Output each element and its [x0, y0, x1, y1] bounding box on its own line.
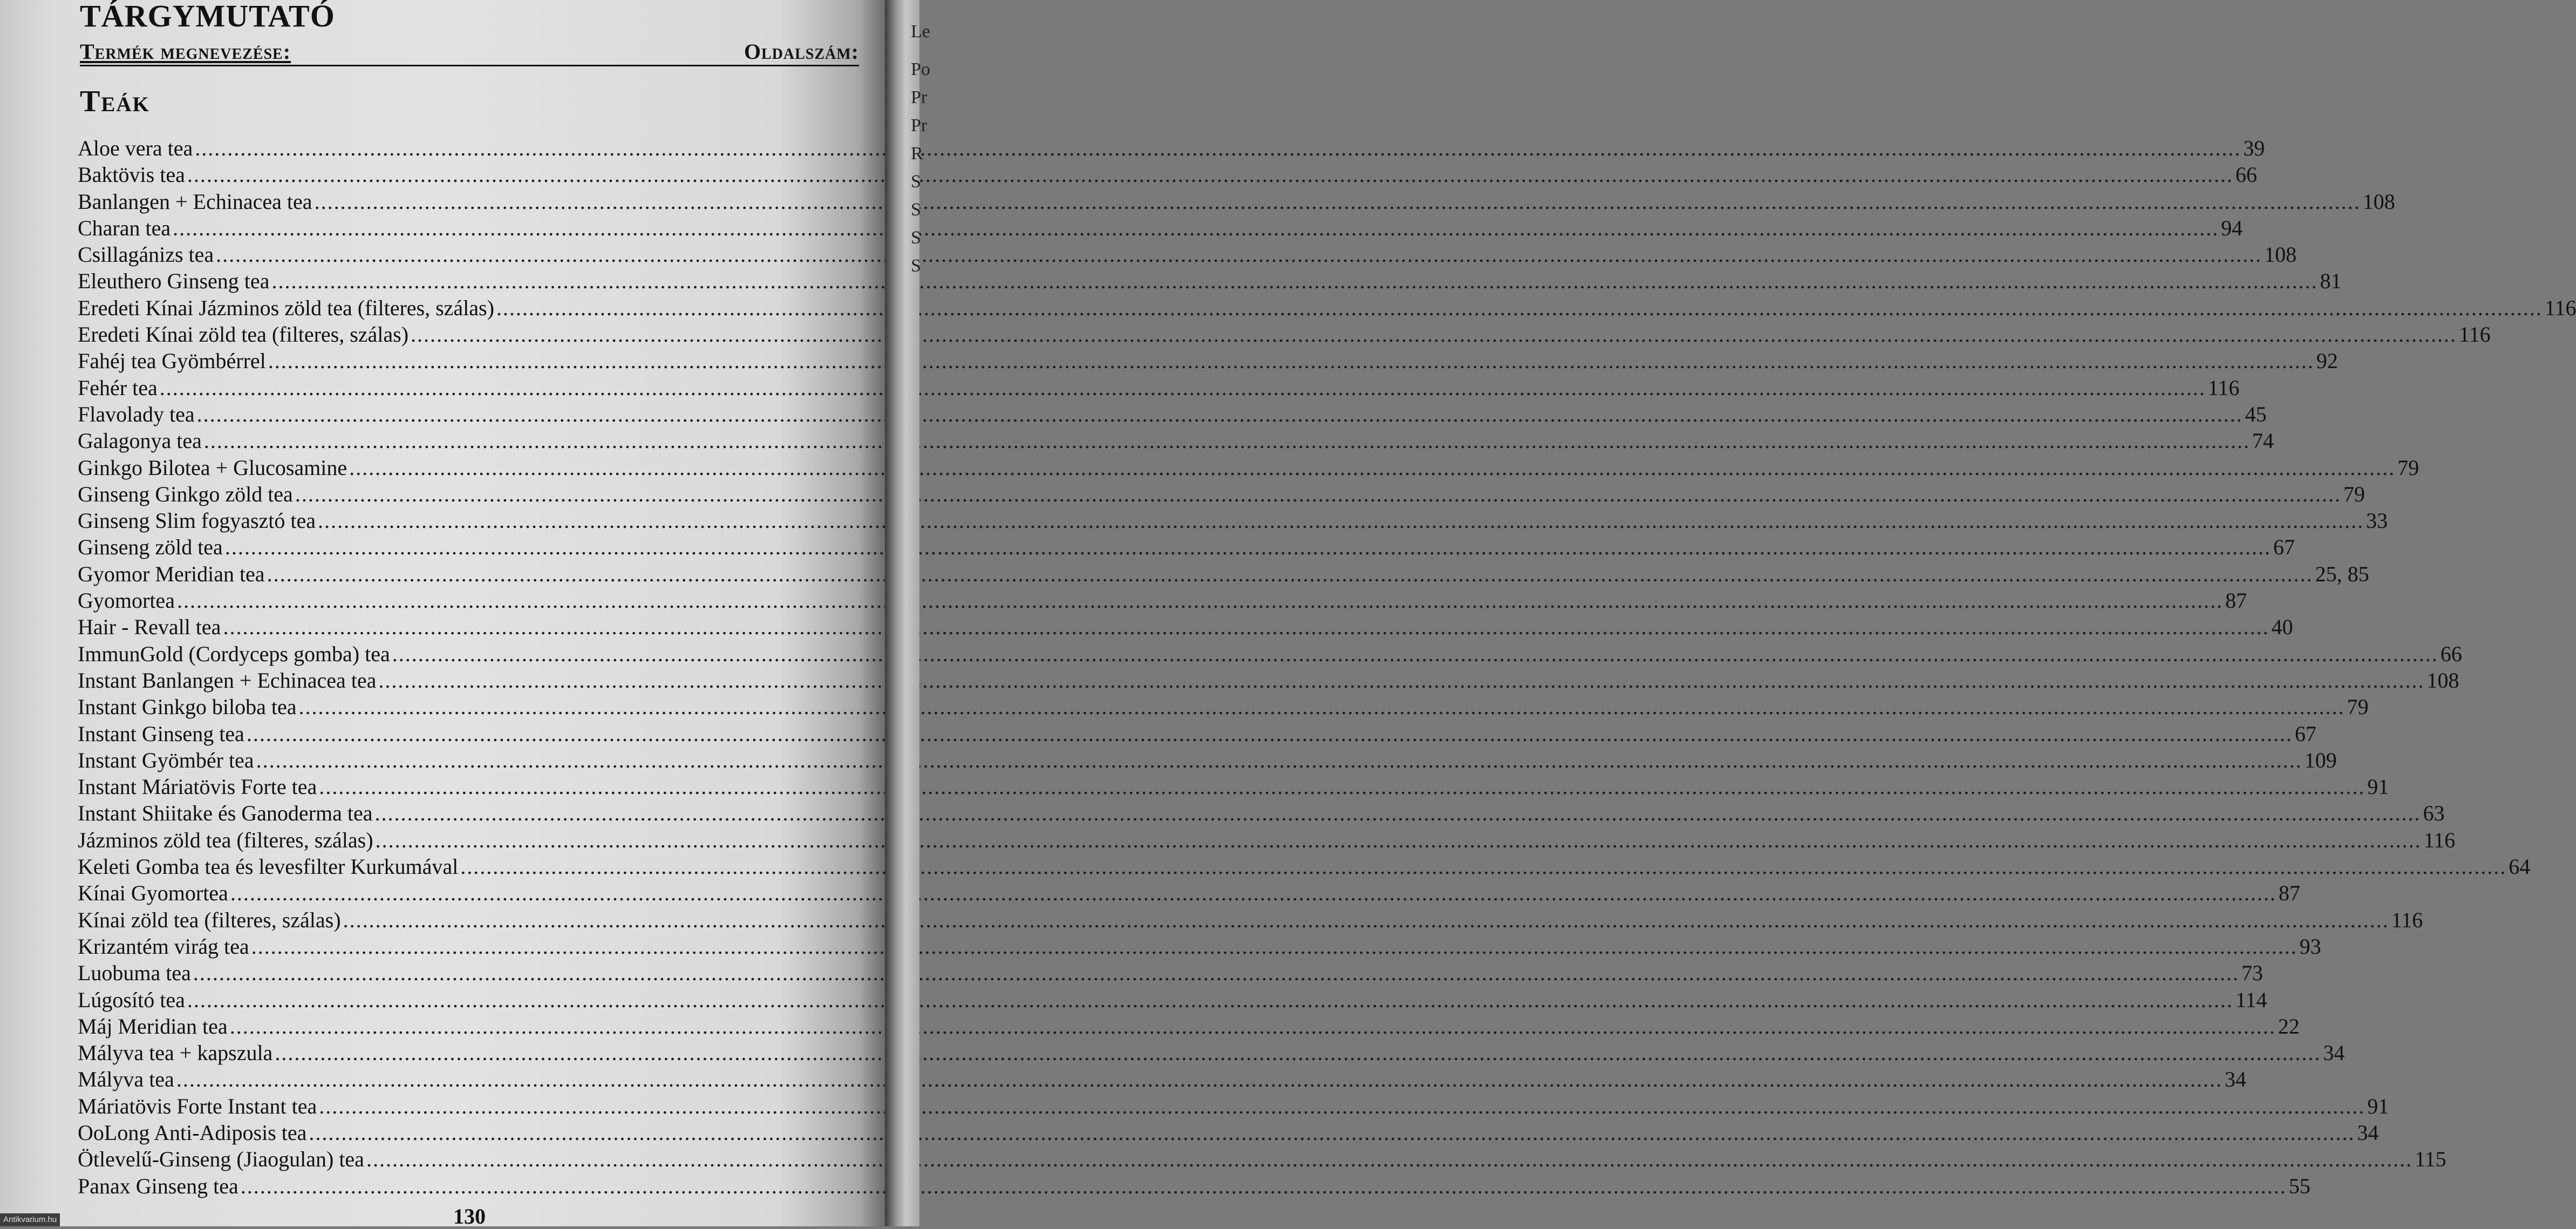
column-header-row — [80, 39, 859, 66]
dot-leader — [173, 215, 2219, 241]
index-entry — [78, 800, 2445, 826]
entry-name: Instant Ginseng tea — [78, 721, 244, 746]
dot-leader — [187, 987, 2233, 1013]
entry-name: Eredeti Kínai zöld tea (filteres, szálas) — [78, 322, 409, 347]
dot-leader — [315, 188, 2361, 215]
index-entry — [78, 188, 2395, 215]
index-entry — [78, 215, 2243, 241]
index-entry — [78, 268, 2342, 294]
entry-page-number: 92 — [2316, 349, 2338, 374]
entry-page-number: 115 — [2414, 1147, 2446, 1172]
index-title: TÁRGYMUTATÓ — [80, 0, 335, 33]
dot-leader — [378, 667, 2424, 694]
entry-page-number: 91 — [2367, 1094, 2389, 1118]
entry-name: Máj Meridian tea — [78, 1014, 228, 1038]
entry-name: Banlangen + Echinacea tea — [78, 189, 312, 214]
entry-name: Flavolady tea — [78, 402, 195, 426]
adjacent-page-text-fragment: R — [911, 144, 923, 164]
entry-page-number: 116 — [2207, 375, 2240, 400]
dot-leader — [295, 481, 2341, 507]
dot-leader — [160, 375, 2206, 401]
entry-page-number: 108 — [2427, 668, 2459, 692]
entry-name: Ötlevelű-Ginseng (Jiaogulan) tea — [78, 1147, 364, 1172]
adjacent-page-text-fragment: Pr — [911, 116, 928, 135]
entry-name: Gyomortea — [78, 588, 175, 613]
entry-page-number: 55 — [2288, 1173, 2311, 1198]
entry-page-number: 34 — [2323, 1041, 2345, 1065]
entry-page-number: 87 — [2278, 881, 2300, 906]
index-entry — [78, 1066, 2246, 1092]
entry-name: Eleuthero Ginseng tea — [78, 269, 270, 294]
entry-page-number: 116 — [2459, 322, 2491, 347]
dot-leader — [247, 721, 2293, 747]
index-entry — [78, 907, 2423, 933]
index-entry — [78, 295, 2576, 321]
entry-name: Lúgosító tea — [78, 987, 185, 1012]
index-entry — [78, 747, 2337, 773]
entry-name: Krizantém virág tea — [78, 934, 249, 959]
index-entry — [78, 667, 2459, 694]
entry-page-number: 116 — [2391, 907, 2423, 932]
index-entry — [78, 960, 2263, 986]
entry-name: Ginseng Slim fogyasztó tea — [78, 508, 316, 533]
entry-name: Charan tea — [78, 215, 171, 240]
entry-page-number: 109 — [2304, 748, 2337, 772]
entry-name: ImmunGold (Cordyceps gomba) tea — [78, 641, 390, 666]
dot-leader — [267, 561, 2313, 587]
entry-name: Mályva tea — [78, 1067, 174, 1092]
entry-page-number: 79 — [2347, 695, 2369, 719]
entry-name: Panax Ginseng tea — [78, 1173, 238, 1198]
entry-page-number: 25, 85 — [2315, 561, 2369, 586]
index-entry-list — [78, 135, 2576, 1199]
dot-leader — [319, 1093, 2365, 1119]
adjacent-page-text-fragment: S — [911, 172, 921, 192]
entry-page-number: 94 — [2221, 215, 2243, 240]
entry-page-number: 93 — [2299, 934, 2321, 959]
entry-page-number: 66 — [2235, 162, 2257, 187]
entry-page-number: 81 — [2320, 269, 2342, 294]
entry-name: Hair - Revall tea — [78, 615, 221, 640]
entry-name: OoLong Anti-Adiposis tea — [78, 1120, 307, 1145]
index-entry — [78, 321, 2491, 348]
entry-name: Baktövis tea — [78, 162, 185, 187]
entry-page-number: 40 — [2271, 615, 2293, 640]
index-entry — [78, 1013, 2300, 1040]
index-entry — [78, 561, 2369, 587]
index-entry — [78, 427, 2274, 454]
entry-name: Ginseng Ginkgo zöld tea — [78, 481, 293, 506]
entry-page-number: 91 — [2367, 775, 2389, 799]
entry-page-number: 64 — [2509, 854, 2531, 879]
adjacent-page-text-fragment: S — [911, 256, 921, 276]
watermark: Antikvarium.hu — [0, 1213, 60, 1226]
index-entry — [78, 534, 2295, 560]
page-number: 130 — [453, 1204, 486, 1228]
index-entry — [78, 880, 2300, 906]
entry-name: Instant Shiitake és Ganoderma tea — [78, 801, 373, 826]
entry-page-number: 34 — [2224, 1067, 2246, 1092]
entry-page-number: 79 — [2343, 481, 2365, 506]
dot-leader — [256, 747, 2302, 773]
dot-leader — [204, 427, 2250, 454]
dot-leader — [271, 268, 2318, 294]
entry-name: Máriatövis Forte Instant tea — [78, 1094, 317, 1118]
dot-leader — [193, 960, 2239, 986]
dot-leader — [251, 933, 2298, 960]
entry-name: Galagonya tea — [78, 429, 202, 453]
entry-page-number: 34 — [2357, 1120, 2379, 1145]
entry-page-number: 67 — [2273, 535, 2295, 560]
dot-leader — [496, 295, 2543, 321]
entry-page-number: 108 — [2264, 242, 2297, 267]
entry-name: Fahéj tea Gyömbérrel — [78, 349, 266, 374]
product-name-column-header: Termék megnevezése: — [80, 39, 291, 64]
entry-name: Kínai zöld tea (filteres, szálas) — [78, 907, 341, 932]
entry-page-number: 114 — [2235, 987, 2267, 1012]
adjacent-page-text-fragment: Pr — [911, 87, 928, 107]
entry-name: Eredeti Kínai Jázminos zöld tea (filteres, szálas) — [78, 295, 494, 320]
dot-leader — [298, 694, 2345, 720]
index-entry — [78, 641, 2462, 667]
dot-leader — [343, 907, 2389, 933]
dot-leader — [374, 800, 2421, 826]
index-entry — [78, 933, 2321, 960]
dot-leader — [177, 587, 2223, 614]
index-entry — [78, 1119, 2379, 1146]
adjacent-page-text-fragment: S — [911, 200, 921, 220]
entry-page-number: 33 — [2366, 508, 2388, 533]
index-entry — [78, 1173, 2311, 1199]
entry-name: Mályva tea + kapszula — [78, 1041, 273, 1065]
entry-page-number: 67 — [2294, 721, 2316, 746]
index-entry — [78, 587, 2247, 614]
entry-name: Instant Banlangen + Echinacea tea — [78, 668, 377, 692]
dot-leader — [392, 641, 2438, 667]
page-number-column-header: Oldalszám: — [744, 39, 859, 64]
entry-name: Ginkgo Bilotea + Glucosamine — [78, 455, 347, 480]
entry-page-number: 66 — [2440, 641, 2462, 666]
dot-leader — [225, 534, 2271, 560]
index-entry — [78, 241, 2297, 268]
index-entry — [78, 1040, 2345, 1066]
index-entry — [78, 507, 2388, 534]
dot-leader — [223, 614, 2269, 640]
dot-leader — [366, 1146, 2413, 1172]
entry-page-number: 63 — [2423, 801, 2445, 826]
entry-name: Instant Ginkgo biloba tea — [78, 695, 297, 719]
dot-leader — [230, 1013, 2276, 1040]
adjacent-page-edge — [885, 0, 930, 1226]
entry-name: Fehér tea — [78, 375, 158, 400]
dot-leader — [319, 773, 2365, 800]
entry-page-number: 22 — [2278, 1014, 2300, 1038]
entry-page-number: 45 — [2245, 402, 2267, 426]
entry-name: Luobuma tea — [78, 961, 191, 986]
index-entry — [78, 401, 2267, 427]
entry-name: Csillagánizs tea — [78, 242, 214, 267]
index-entry — [78, 987, 2267, 1013]
index-entry — [78, 348, 2338, 374]
entry-page-number: 116 — [2544, 295, 2576, 320]
adjacent-page-text-fragment: S — [911, 228, 921, 248]
entry-name: Gyomor Meridian tea — [78, 561, 265, 586]
dot-leader — [187, 161, 2233, 188]
index-entry — [78, 135, 2265, 161]
adjacent-page-text-fragment: Le — [911, 22, 930, 42]
index-entry — [78, 454, 2420, 481]
dot-leader — [176, 1066, 2223, 1092]
index-entry — [78, 481, 2365, 507]
index-entry — [78, 827, 2456, 853]
entry-page-number: 39 — [2243, 136, 2265, 160]
section-title: Teák — [80, 85, 150, 118]
index-entry — [78, 1146, 2446, 1172]
index-entry — [78, 773, 2389, 800]
entry-page-number: 73 — [2241, 961, 2263, 986]
entry-page-number: 74 — [2252, 429, 2274, 453]
entry-page-number: 79 — [2397, 455, 2420, 480]
entry-name: Keleti Gomba tea és levesfilter Kurkumával — [78, 854, 459, 879]
index-entry — [78, 614, 2293, 640]
index-entry — [78, 721, 2316, 747]
dot-leader — [460, 853, 2506, 880]
entry-name: Ginseng zöld tea — [78, 535, 223, 560]
entry-name: Instant Gyömbér tea — [78, 748, 254, 772]
entry-name: Kínai Gyomortea — [78, 881, 228, 906]
index-entry — [78, 375, 2240, 401]
entry-page-number: 87 — [2225, 588, 2247, 613]
index-entry — [78, 694, 2369, 720]
entry-page-number: 116 — [2423, 827, 2456, 852]
dot-leader — [376, 827, 2422, 853]
dot-leader — [318, 507, 2364, 534]
dot-leader — [216, 241, 2262, 268]
index-entry — [78, 161, 2257, 188]
dot-leader — [241, 1173, 2287, 1199]
dot-leader — [275, 1040, 2321, 1066]
entry-name: Instant Máriatövis Forte tea — [78, 775, 317, 799]
dot-leader — [197, 401, 2243, 427]
dot-leader — [411, 321, 2457, 348]
dot-leader — [230, 880, 2277, 906]
dot-leader — [309, 1119, 2355, 1146]
dot-leader — [349, 454, 2395, 481]
dot-leader — [268, 348, 2314, 374]
index-entry — [78, 1093, 2389, 1119]
entry-name: Jázminos zöld tea (filteres, szálas) — [78, 827, 373, 852]
entry-name: Aloe vera tea — [78, 136, 193, 160]
index-entry — [78, 853, 2531, 880]
dot-leader — [195, 135, 2241, 161]
entry-page-number: 108 — [2362, 189, 2395, 214]
adjacent-page-text-fragment: Po — [911, 59, 930, 79]
